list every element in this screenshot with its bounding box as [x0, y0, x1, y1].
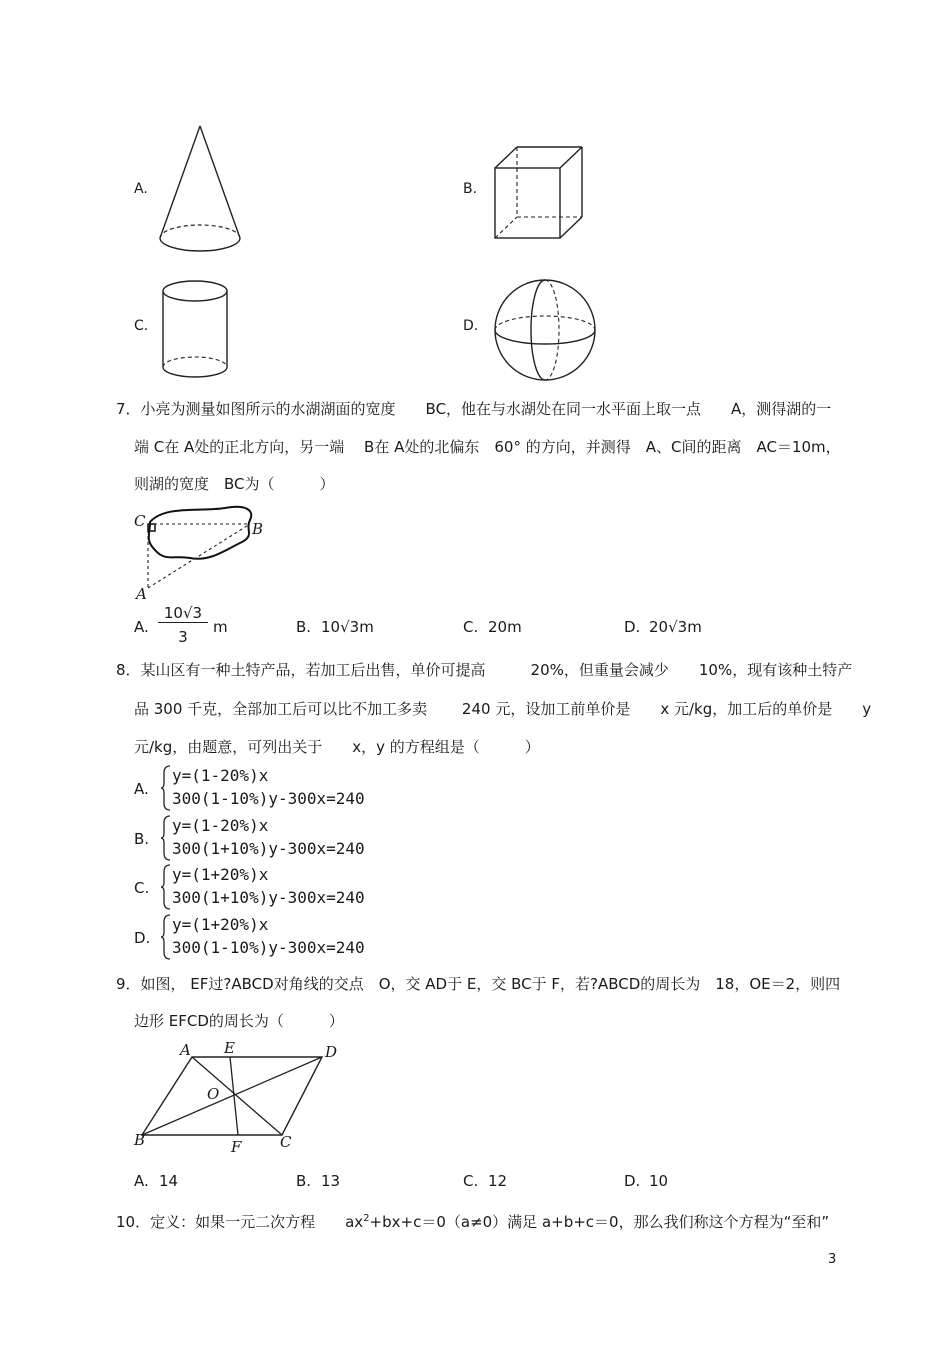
q9-option-d-label: D. — [624, 1172, 641, 1190]
q6-option-d-label: D. — [463, 318, 479, 334]
vertex-label-b: B — [134, 1131, 146, 1149]
equation-1: y=(1+20%)x — [172, 865, 269, 884]
equation-1: y=(1-20%)x — [172, 766, 269, 785]
q8-option-a-system — [160, 765, 365, 809]
equation-2: 300(1-10%)y-300x=240 — [172, 938, 365, 957]
q8-stem-line-3: 元/kg，由题意，可列出关于 x，y 的方程组是（ ） — [134, 738, 540, 756]
lake-label-b: B — [252, 520, 264, 538]
fraction-denominator: 3 — [178, 628, 188, 646]
q6-option-b-label: B. — [463, 181, 478, 197]
lake-label-c: C — [134, 512, 146, 530]
q9-option-b-value: 13 — [321, 1172, 341, 1190]
sphere-figure — [490, 278, 600, 384]
q7-option-a-unit: m — [213, 618, 228, 636]
q8-option-d-label: D. — [134, 929, 151, 947]
brace-icon — [160, 815, 172, 861]
vertex-label-e: E — [224, 1039, 235, 1057]
q7-option-c-value: 20m — [488, 618, 522, 636]
q9-option-d-value: 10 — [649, 1172, 669, 1190]
q10-prefix: 10．定义：如果一元二次方程 ax — [116, 1213, 364, 1231]
brace-icon — [160, 914, 172, 960]
fraction-numerator: 10√3 — [158, 604, 208, 623]
q7-option-c-label: C. — [463, 618, 479, 636]
parallelogram-figure — [130, 1038, 345, 1158]
q8-option-c-system — [160, 864, 365, 908]
vertex-label-c: C — [280, 1133, 292, 1151]
q8-option-b-system — [160, 815, 365, 859]
equation-2: 300(1+10%)y-300x=240 — [172, 839, 365, 858]
q7-option-a-label: A. — [134, 618, 149, 636]
cube-figure — [490, 140, 590, 245]
equation-1: y=(1-20%)x — [172, 816, 269, 835]
q7-option-d-value: 20√3m — [649, 618, 702, 636]
q7-stem-line-2: 端 C在 A处的正北方向，另一端 B在 A处的北偏东 60° 的方向，并测得 A、C间的距离 AC＝10m， — [134, 438, 841, 456]
q7-option-d-label: D. — [624, 618, 641, 636]
vertex-label-d: D — [325, 1043, 338, 1061]
brace-icon — [160, 864, 172, 910]
q6-option-a-label: A. — [134, 181, 148, 197]
q9-stem-line-1: 9．如图， EF过?ABCD对角线的交点 O，交 AD于 E，交 BC于 F，若?ABCD的周长为 18，OE＝2，则四 — [116, 975, 841, 993]
brace-icon — [160, 765, 172, 811]
q7-stem-line-3: 则湖的宽度 BC为（ ） — [134, 475, 335, 493]
cylinder-figure — [155, 275, 240, 385]
q6-option-c-label: C. — [134, 318, 149, 334]
lake-label-a: A — [136, 585, 147, 602]
lake-figure — [130, 500, 270, 602]
q8-stem-line-2: 品 300 千克，全部加工后可以比不加工多卖 240 元，设加工前单价是 x 元/kg，加工后的单价是 y — [134, 700, 872, 718]
cone-figure — [150, 120, 250, 260]
equation-2: 300(1-10%)y-300x=240 — [172, 789, 365, 808]
q7-option-b-value: 10√3m — [321, 618, 374, 636]
center-label-o: O — [207, 1085, 220, 1103]
q9-option-c-label: C. — [463, 1172, 479, 1190]
q9-stem-line-2: 边形 EFCD的周长为（ ） — [134, 1012, 344, 1030]
q9-option-a-value: 14 — [159, 1172, 179, 1190]
q8-option-b-label: B. — [134, 830, 150, 848]
page-number: 3 — [828, 1252, 837, 1267]
q8-option-d-system — [160, 914, 365, 958]
q8-option-a-label: A. — [134, 780, 149, 798]
equation-1: y=(1+20%)x — [172, 915, 269, 934]
q10-superscript: 2 — [363, 1213, 370, 1224]
q8-stem-line-1: 8．某山区有一种土特产品，若加工后出售，单价可提高 20%，但重量会减少 10%，现有该种土特产 — [116, 661, 853, 679]
q8-option-c-label: C. — [134, 879, 150, 897]
q9-option-c-value: 12 — [488, 1172, 508, 1190]
q10-suffix: +bx+c＝0（a≠0）满足 a+b+c＝0，那么我们称这个方程为“至和” — [369, 1213, 830, 1231]
q7-option-b-label: B. — [296, 618, 312, 636]
q9-option-b-label: B. — [296, 1172, 312, 1190]
q9-option-a-label: A. — [134, 1172, 149, 1190]
vertex-label-a: A — [180, 1041, 191, 1059]
q10-stem-line-1 — [116, 1211, 829, 1232]
equation-2: 300(1+10%)y-300x=240 — [172, 888, 365, 907]
q7-stem-line-1: 7．小亮为测量如图所示的水湖湖面的宽度 BC，他在与水湖处在同一水平面上取一点 A，测得湖的一 — [116, 400, 832, 418]
vertex-label-f: F — [231, 1138, 242, 1156]
